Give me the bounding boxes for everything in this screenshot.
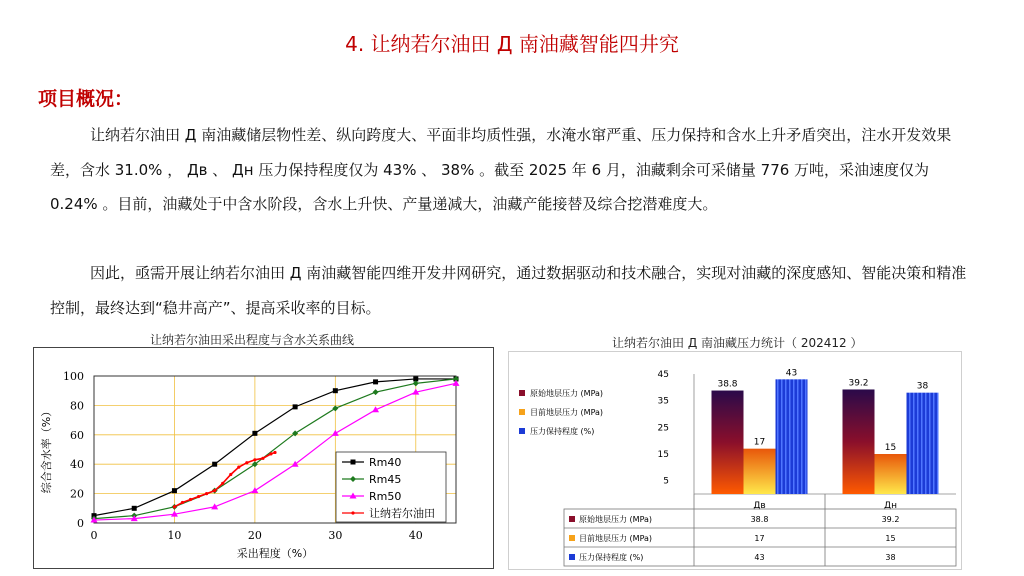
data-point — [212, 462, 217, 467]
pressure-chart-frame — [508, 351, 962, 570]
bar — [712, 391, 744, 494]
bar-data-label: 38 — [916, 381, 929, 392]
legend-label: 压力保持程度 (%) — [530, 427, 595, 436]
x-tick-label: 30 — [328, 529, 343, 542]
table-row-label: 目前地层压力 (MPa) — [579, 534, 653, 543]
data-point — [173, 505, 176, 508]
paragraph-overview: 让纳若尔油田 Д 南油藏储层物性差、纵向跨度大、平面非均质性强，水淹水窜严重、压力保持和含水上升矛盾突出，注水开发效果差，含水 31.0% ， Дв 、 Дн 压力保持程度仅为 43% 、 38% 。截至 2025 年 6 月，油藏剩余可采储量 776 万吨，采油速度仅为 0.24% 。目前，油藏处于中含水阶段，含水上升快、产量递减大，油藏产能接替及综合挖潜难度大。 — [50, 126, 952, 213]
category-label: Дв — [753, 501, 766, 511]
data-point — [229, 473, 232, 476]
category-label: Дн — [884, 501, 897, 511]
bar-data-label: 39.2 — [848, 378, 869, 389]
legend-marker — [351, 511, 354, 514]
y-tick-label: 5 — [663, 476, 669, 487]
data-point — [181, 501, 184, 504]
series-4 — [173, 451, 277, 509]
y-tick-label: 0 — [77, 517, 84, 530]
table-cell: 38.8 — [750, 515, 769, 524]
x-tick-label: 40 — [408, 529, 423, 542]
x-axis-label: 采出程度（%） — [236, 547, 314, 560]
table-row-label: 原始地层压力 (MPa) — [579, 515, 653, 524]
data-point — [332, 405, 338, 411]
data-point — [269, 452, 272, 455]
y-tick-label: 40 — [70, 458, 84, 472]
data-point — [237, 466, 240, 469]
y-tick-label: 20 — [70, 487, 84, 501]
bar-data-label: 15 — [884, 443, 897, 453]
data-point — [213, 489, 216, 492]
legend-label: 让纳若尔油田 — [369, 507, 435, 520]
table-cell: 39.2 — [881, 515, 900, 524]
bar — [744, 449, 776, 494]
table-row-swatch — [569, 554, 575, 560]
table-cell: 15 — [885, 534, 896, 543]
legend-label: 目前地层压力 (MPa) — [530, 408, 604, 417]
data-point — [197, 495, 200, 498]
data-point — [293, 404, 298, 409]
data-point — [333, 388, 338, 393]
data-point — [132, 506, 137, 511]
legend-label: Rm50 — [369, 490, 402, 503]
bar — [907, 393, 939, 494]
y-tick-label: 80 — [70, 399, 84, 413]
data-point — [253, 458, 256, 461]
data-point — [221, 482, 224, 485]
data-point — [245, 461, 248, 464]
chart2-caption: 让纳若尔油田 Д 南油藏压力统计（ 202412 ） — [612, 336, 863, 350]
table-row-swatch — [569, 516, 575, 522]
data-point — [373, 389, 379, 395]
data-point — [332, 430, 339, 436]
data-point — [189, 498, 192, 501]
table-cell: 38 — [885, 553, 896, 562]
y-tick-label: 35 — [657, 396, 669, 407]
page-title: 4. 让纳若尔油田 Д 南油藏智能四井究 — [345, 32, 679, 56]
bar — [776, 379, 808, 494]
table-cell: 17 — [754, 534, 765, 543]
legend-swatch — [519, 409, 525, 415]
legend-marker — [351, 460, 356, 465]
y-tick-label: 45 — [657, 370, 669, 380]
y-tick-label: 60 — [70, 428, 84, 442]
legend-swatch — [519, 390, 525, 396]
x-tick-label: 10 — [167, 529, 182, 542]
legend-label: 原始地层压力 (MPa) — [530, 389, 604, 398]
data-point — [261, 457, 264, 460]
data-point — [273, 451, 276, 454]
y-axis-label: 综合含水率（%） — [40, 405, 53, 494]
bar — [843, 389, 875, 494]
data-point — [205, 492, 208, 495]
data-point — [252, 431, 257, 436]
pressure-bar-chart — [509, 352, 961, 569]
bar-data-label: 43 — [785, 368, 798, 379]
y-tick-label: 25 — [657, 423, 669, 434]
bar-data-label: 17 — [753, 437, 766, 448]
table-row-swatch — [569, 535, 575, 541]
legend-swatch — [519, 428, 525, 434]
legend-label: Rm40 — [369, 456, 402, 469]
data-point — [251, 487, 258, 493]
section-heading: 项目概况： — [38, 88, 134, 110]
y-tick-label: 15 — [657, 450, 669, 460]
bar — [875, 454, 907, 494]
y-tick-label: 100 — [63, 370, 84, 383]
table-cell: 43 — [754, 553, 765, 562]
data-point — [373, 379, 378, 384]
data-point — [172, 488, 177, 493]
bar-data-label: 38.8 — [717, 379, 738, 390]
paragraph-objective: 因此，亟需开展让纳若尔油田 Д 南油藏智能四维开发井网研究，通过数据驱动和技术融合，实现对油藏的深度感知、智能决策和精准控制，最终达到“稳井高产”、提高采收率的目标。 — [50, 264, 967, 317]
recovery-watercut-chart-frame — [33, 347, 494, 569]
chart1-caption: 让纳若尔油田采出程度与含水关系曲线 — [150, 333, 355, 347]
legend-label: Rm45 — [369, 473, 402, 486]
table-row-label: 压力保持程度 (%) — [579, 553, 644, 562]
recovery-watercut-chart — [34, 348, 493, 568]
x-tick-label: 20 — [247, 529, 262, 542]
x-tick-label: 0 — [90, 529, 98, 542]
